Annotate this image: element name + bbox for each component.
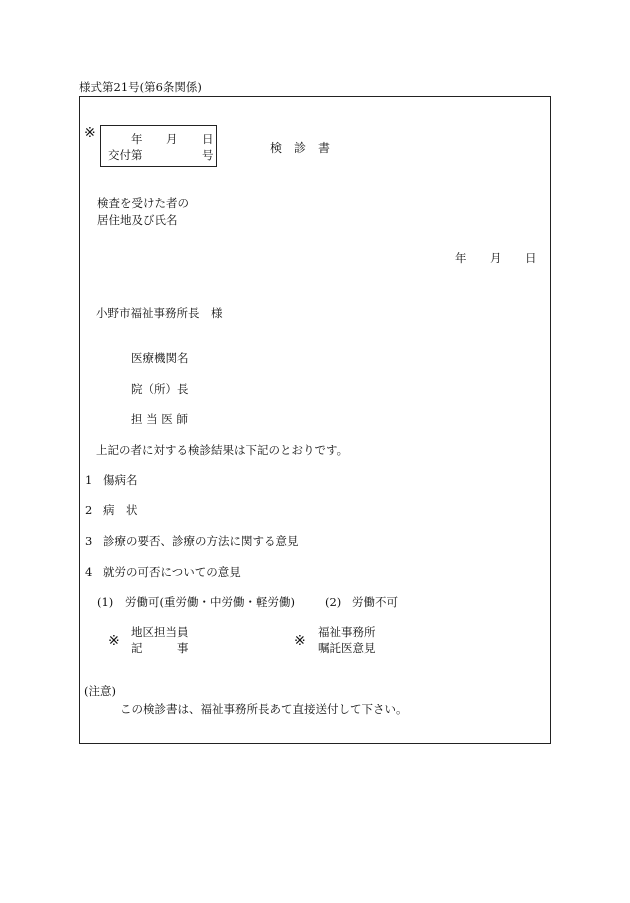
date-day-label: 日 xyxy=(525,251,537,265)
item-number: 4 xyxy=(85,565,93,579)
option1-text: 労働可(重労働・中労働・軽労働) xyxy=(125,595,295,609)
doctor-label: 担 当 医 師 xyxy=(131,412,188,426)
asterisk-mark: ※ xyxy=(84,125,96,141)
item-number: 2 xyxy=(85,503,93,517)
issue-year-label: 年 xyxy=(131,132,143,146)
district-asterisk-mark: ※ xyxy=(108,633,120,649)
issue-number-suffix: 号 xyxy=(202,148,214,162)
item-number: 3 xyxy=(85,534,93,548)
institution-name-label: 医療機関名 xyxy=(131,351,189,365)
examinee-label-line1: 検査を受けた者の xyxy=(97,196,189,210)
intro-text: 上記の者に対する検診結果は下記のとおりです。 xyxy=(96,443,349,457)
issue-prefix-label: 交付第 xyxy=(108,148,143,162)
item-label: 就労の可否についての意見 xyxy=(103,565,241,579)
note-text: この検診書は、福祉事務所長あて直接送付して下さい。 xyxy=(120,702,408,716)
examinee-label-line2: 居住地及び氏名 xyxy=(97,213,178,227)
date-month-label: 月 xyxy=(490,251,502,265)
option1-number: (1) xyxy=(97,595,114,609)
welfare-office-line1: 福祉事務所 xyxy=(318,625,376,639)
form-number: 様式第21号(第6条関係) xyxy=(79,80,202,94)
welfare-office-line2: 嘱託医意見 xyxy=(318,641,376,655)
issue-month-label: 月 xyxy=(166,132,178,146)
welfare-asterisk-mark: ※ xyxy=(294,633,306,649)
item-label: 傷病名 xyxy=(103,473,138,487)
item-label: 診療の要否、診療の方法に関する意見 xyxy=(103,534,299,548)
district-officer-line1: 地区担当員 xyxy=(131,625,189,639)
item-label: 病 状 xyxy=(103,503,138,517)
director-label: 院（所）長 xyxy=(131,382,189,396)
note-label: (注意) xyxy=(84,684,116,698)
option2-number: (2) xyxy=(325,595,342,609)
document-title: 検 診 書 xyxy=(270,141,331,155)
item-number: 1 xyxy=(85,473,93,487)
district-officer-line2: 記 事 xyxy=(131,641,189,655)
date-year-label: 年 xyxy=(455,251,467,265)
issue-day-label: 日 xyxy=(202,132,214,146)
addressee: 小野市福祉事務所長 様 xyxy=(96,306,223,320)
option2-text: 労働不可 xyxy=(352,595,398,609)
